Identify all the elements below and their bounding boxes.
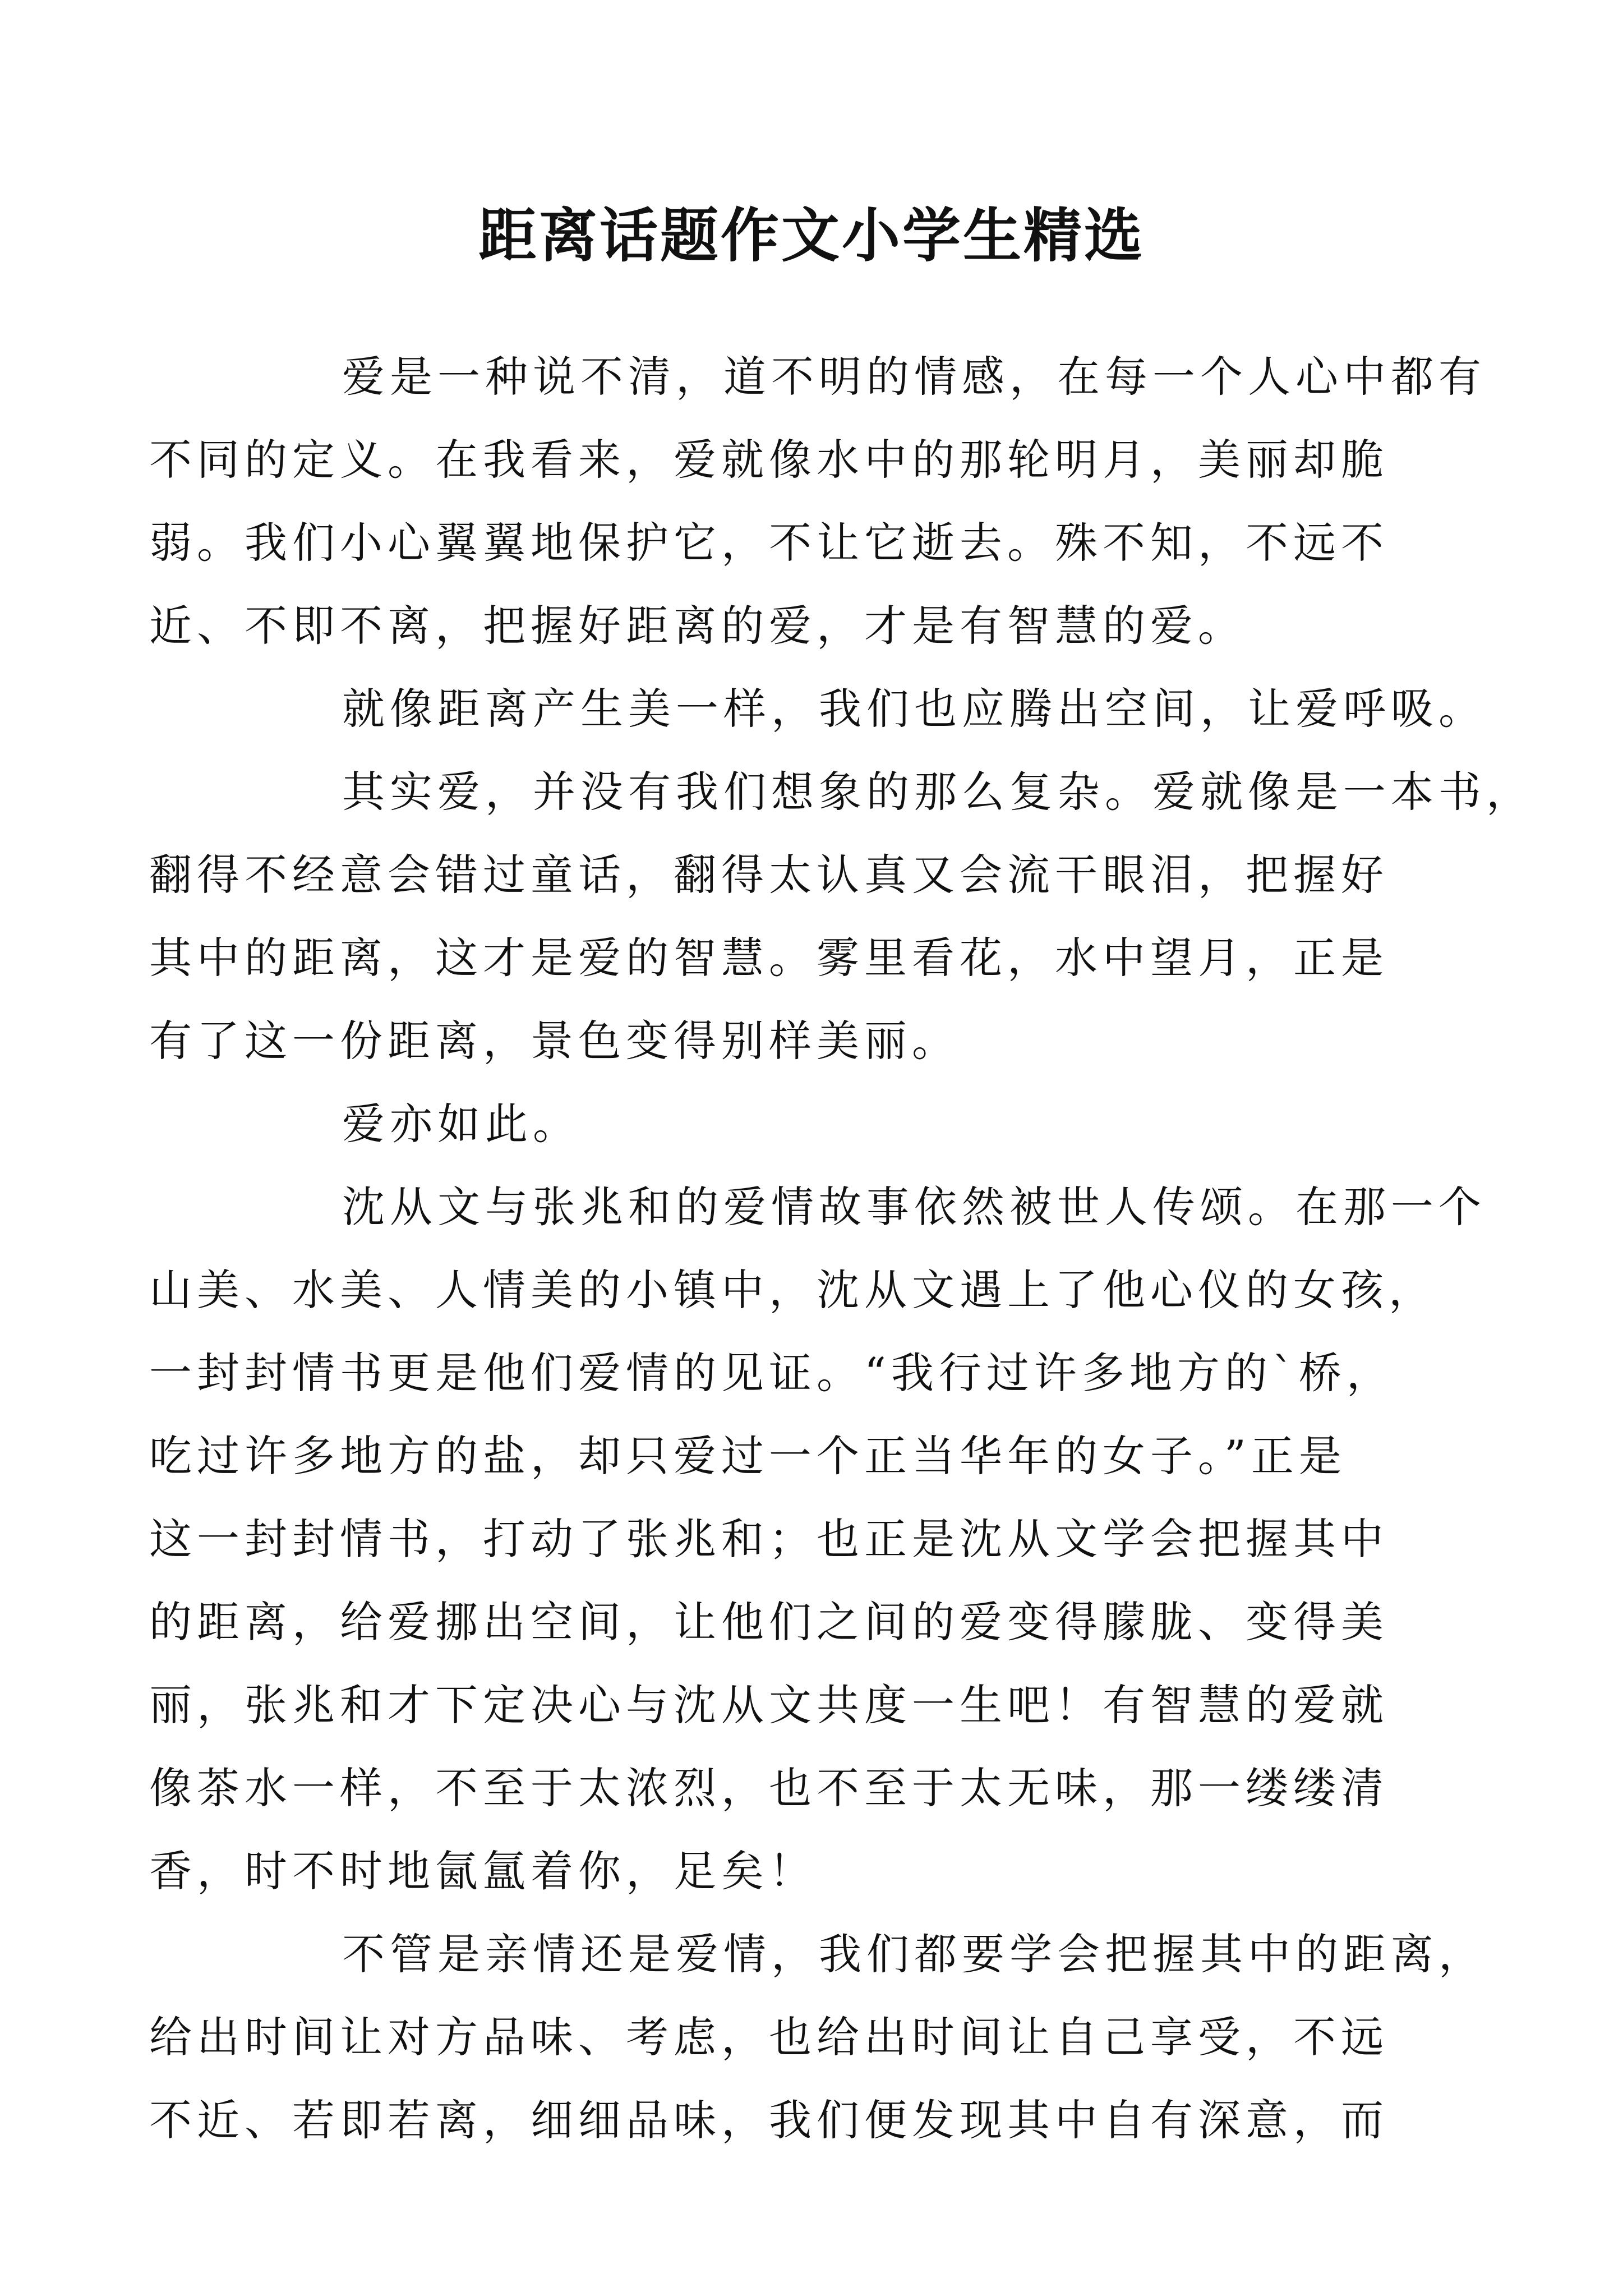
text-line: 香，时不时地氤氲着你，足矣！ xyxy=(149,1846,817,1896)
paragraph-1 xyxy=(149,335,1486,668)
text-line: 的距离，给爱挪出空间，让他们之间的爱变得朦胧、变得美 xyxy=(149,1597,1389,1647)
text-line: 一封封情书更是他们爱情的见证。“我行过许多地方的`桥， xyxy=(149,1348,1394,1398)
text-line: 爱亦如此。 xyxy=(342,1099,580,1149)
document-body xyxy=(149,335,1534,2162)
text-line: 不近、若即若离，细细品味，我们便发现其中自有深意，而 xyxy=(149,2095,1389,2145)
text-line: 这一封封情书，打动了张兆和；也正是沈从文学会把握其中 xyxy=(149,1514,1389,1564)
text-line: 近、不即不离，把握好距离的爱，才是有智慧的爱。 xyxy=(149,601,1246,651)
text-line: 吃过许多地方的盐，却只爱过一个正当华年的女子。”正是 xyxy=(149,1431,1347,1481)
text-line: 不同的定义。在我看来，爱就像水中的那轮明月，美丽却脆 xyxy=(149,435,1389,485)
text-line: 沈从文与张兆和的爱情故事依然被世人传颂。在那一个 xyxy=(342,1182,1486,1232)
text-line: 弱。我们小心翼翼地保护它，不让它逝去。殊不知，不远不 xyxy=(149,518,1389,568)
text-line: 翻得不经意会错过童话，翻得太认真又会流干眼泪，把握好 xyxy=(149,850,1389,900)
text-line: 有了这一份距离，景色变得别样美丽。 xyxy=(149,1016,960,1066)
text-line: 给出时间让对方品味、考虑，也给出时间让自己享受，不远 xyxy=(149,2012,1389,2062)
text-line: 丽，张兆和才下定决心与沈从文共度一生吧！有智慧的爱就 xyxy=(149,1680,1389,1730)
text-line: 山美、水美、人情美的小镇中，沈从文遇上了他心仪的女孩， xyxy=(149,1265,1436,1315)
paragraph-2 xyxy=(246,668,1486,751)
text-line: 像茶水一样，不至于太浓烈，也不至于太无味，那一缕缕清 xyxy=(149,1763,1389,1813)
text-line: 不管是亲情还是爱情，我们都要学会把握其中的距离， xyxy=(342,1929,1486,1979)
paragraph-5 xyxy=(149,1166,1486,1913)
text-line: 爱是一种说不清，道不明的情感，在每一个人心中都有 xyxy=(342,352,1486,402)
text-line: 其实爱，并没有我们想象的那么复杂。爱就像是一本书， xyxy=(342,767,1534,817)
paragraph-4 xyxy=(246,1083,1390,1166)
document-title: 距离话题作文小学生精选 xyxy=(478,201,1145,270)
paragraph-3 xyxy=(149,751,1534,1083)
text-line: 其中的距离，这才是爱的智慧。雾里看花，水中望月，正是 xyxy=(149,933,1389,983)
paragraph-6 xyxy=(149,1913,1486,2162)
text-line: 就像距离产生美一样，我们也应腾出空间，让爱呼吸。 xyxy=(342,684,1486,734)
